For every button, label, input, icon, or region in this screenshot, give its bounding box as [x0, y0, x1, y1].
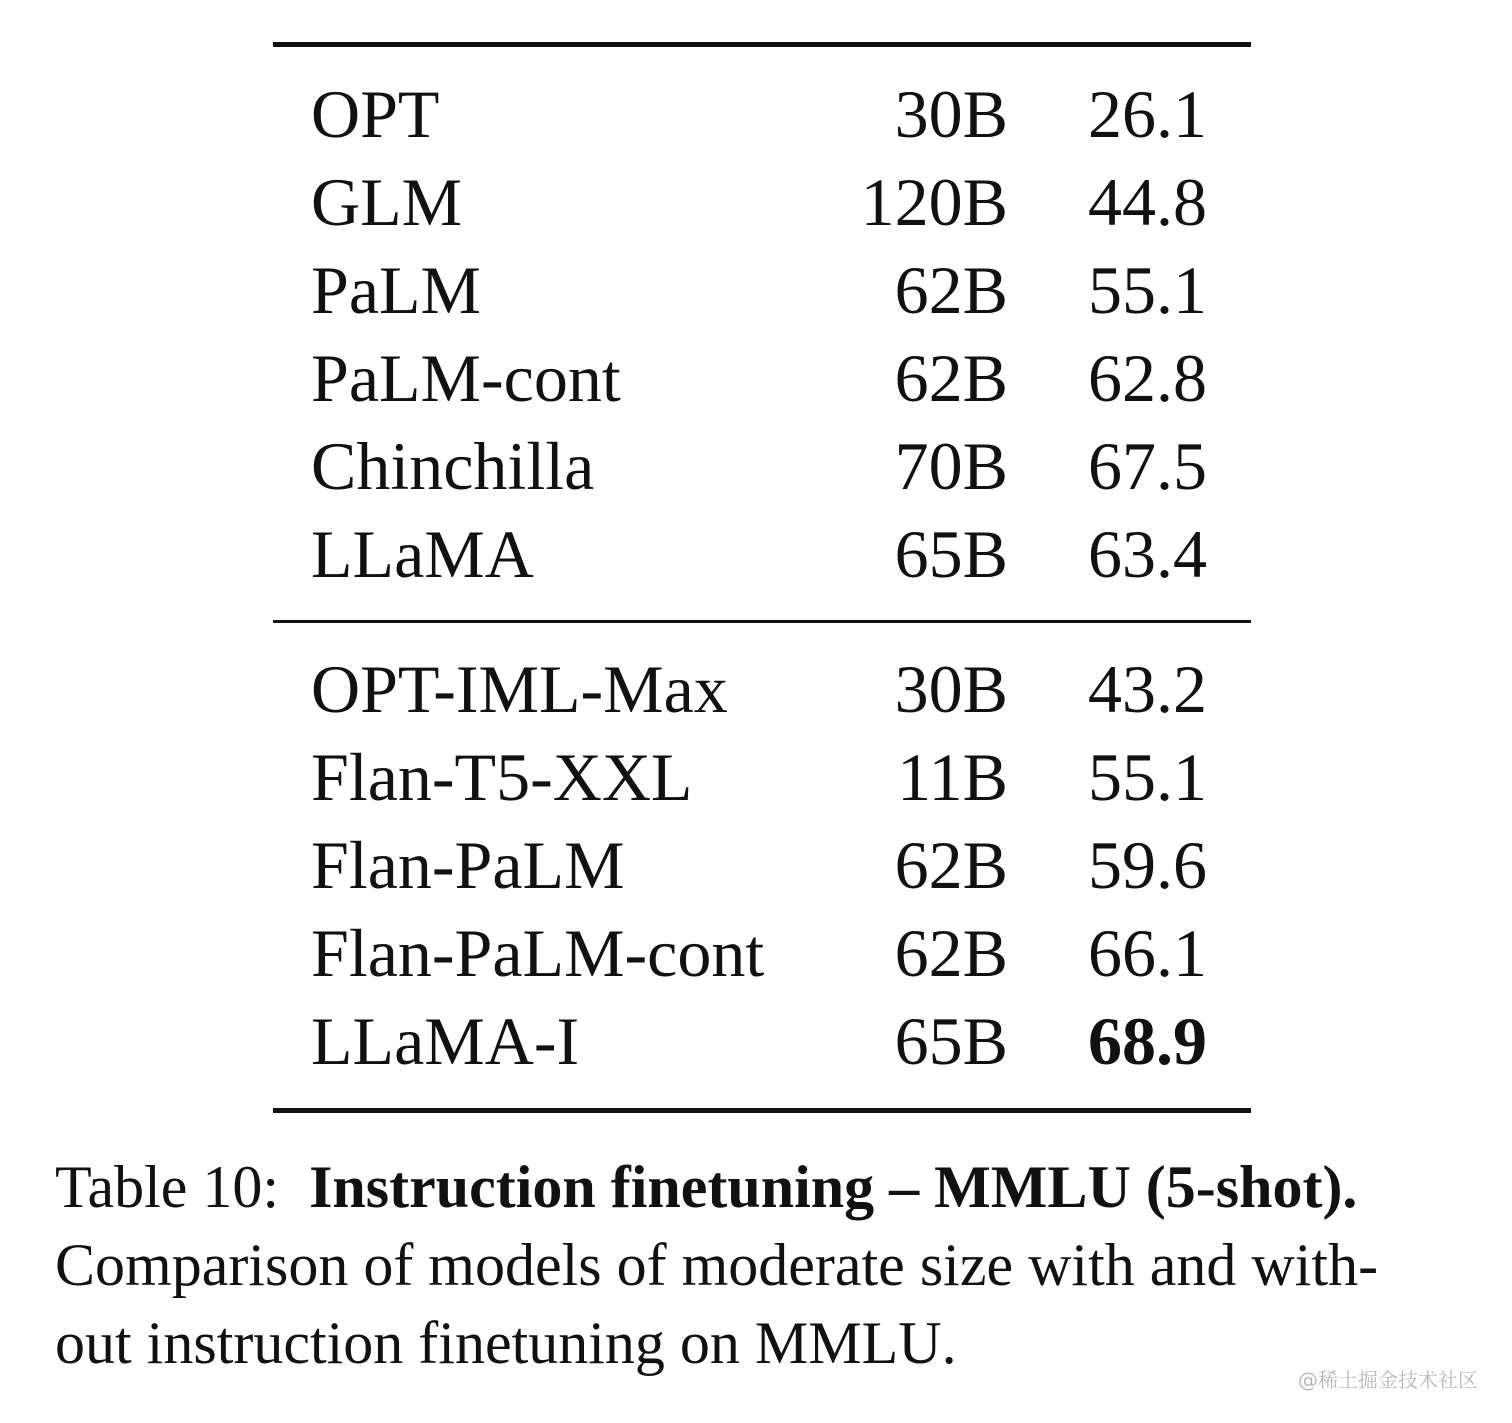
caption-label: Table 10:	[55, 1154, 280, 1220]
caption-line-2: Comparison of models of moderate size with and with-	[55, 1232, 1379, 1298]
model-name-cell: Flan-PaLM	[311, 827, 625, 903]
model-size-cell: 62B	[894, 827, 1008, 903]
mmlu-score-cell: 66.1	[1088, 915, 1207, 991]
mmlu-score-cell: 43.2	[1088, 651, 1207, 727]
table-caption	[55, 1148, 1480, 1382]
mmlu-score-cell: 59.6	[1088, 827, 1207, 903]
caption-line-3: out instruction finetuning on MMLU.	[55, 1310, 957, 1376]
table-row	[273, 334, 1251, 422]
model-name-cell: Flan-PaLM-cont	[311, 915, 765, 991]
model-size-cell: 120B	[860, 164, 1008, 240]
table-group-instruction-models	[273, 623, 1251, 1108]
model-name-cell: PaLM-cont	[311, 340, 621, 416]
mmlu-score-cell-best: 68.9	[1088, 1003, 1207, 1079]
table-row	[273, 158, 1251, 246]
watermark-text: @稀土掘金技术社区	[1298, 1368, 1478, 1392]
model-size-cell: 65B	[894, 516, 1008, 592]
mmlu-score-cell: 26.1	[1088, 76, 1207, 152]
table-row	[273, 909, 1251, 997]
model-size-cell: 70B	[894, 428, 1008, 504]
model-name-cell: OPT-IML-Max	[311, 651, 728, 727]
model-name-cell: OPT	[311, 76, 440, 152]
table-row	[273, 422, 1251, 510]
mmlu-score-cell: 44.8	[1088, 164, 1207, 240]
caption-title: Instruction finetuning – MMLU (5-shot).	[309, 1154, 1358, 1220]
model-name-cell: Flan-T5-XXL	[311, 739, 693, 815]
table-row	[273, 821, 1251, 909]
table-bottom-rule	[273, 1108, 1251, 1113]
mmlu-score-cell: 67.5	[1088, 428, 1207, 504]
results-table	[273, 42, 1251, 1113]
model-size-cell: 30B	[894, 76, 1008, 152]
mmlu-score-cell: 55.1	[1088, 739, 1207, 815]
model-size-cell: 11B	[897, 739, 1008, 815]
mmlu-score-cell: 63.4	[1088, 516, 1207, 592]
table-row	[273, 246, 1251, 334]
mmlu-score-cell: 62.8	[1088, 340, 1207, 416]
caption-line-1	[55, 1148, 1480, 1226]
model-name-cell: LLaMA-I	[311, 1003, 580, 1079]
table-row	[273, 645, 1251, 733]
model-name-cell: Chinchilla	[311, 428, 595, 504]
model-name-cell: PaLM	[311, 252, 481, 328]
model-size-cell: 30B	[894, 651, 1008, 727]
model-size-cell: 65B	[894, 1003, 1008, 1079]
model-size-cell: 62B	[894, 915, 1008, 991]
model-name-cell: LLaMA	[311, 516, 534, 592]
table-row	[273, 510, 1251, 598]
table-row	[273, 70, 1251, 158]
table-row	[273, 733, 1251, 821]
model-name-cell: GLM	[311, 164, 463, 240]
mmlu-score-cell: 55.1	[1088, 252, 1207, 328]
table-row	[273, 997, 1251, 1085]
table-group-base-models	[273, 47, 1251, 620]
model-size-cell: 62B	[894, 252, 1008, 328]
model-size-cell: 62B	[894, 340, 1008, 416]
